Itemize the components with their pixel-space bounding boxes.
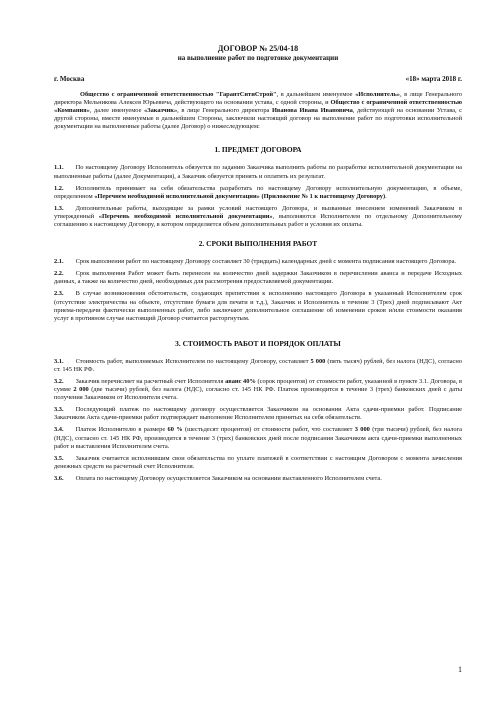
clause-1-1: 1.1. По настоящему Договору Исполнитель обязуется по заданию Заказчика выполнить работы по разработке исполнительной документации на выполненные работы (далее Документация), а Заказчик обязуется принять и оплатить их результат. — [54, 164, 462, 180]
clause-1-3: 1.3. Дополнительные работы, выходящие за рамки условий настоящего Договора, и вызванные внесением изменений Заказчиком в утвержденный «Перечень необходимой исполнительной документации», выполняются Исполнителем по отдельному Дополнительному соглашению к настоящему Договору, в котором определяется объем дополнительных работ и условия их оплаты. — [54, 204, 463, 229]
clause-3-6: 3.6. Оплата по настоящему Договору осуществляется Заказчиком на основании выставленного Исполнителем счета. — [54, 474, 382, 482]
clause-1-2: 1.2. Исполнитель принимает на себя обязательства разработать по настоящему Договору исполнительную документацию, в объеме, определенном «Перечнем необходимой исполнительной документации» (Приложение № 1 к настоящему Договору). — [54, 184, 462, 200]
clause-3-5: 3.5. Заказчик считается исполнившим свои обязательства по уплате платежей в соответствии с настоящим Договором с момента зачисления денежных средств на расчетный счет Исполнителя. — [54, 454, 462, 470]
contract-date: «18» марта 2018 г. — [405, 75, 462, 83]
section-heading-1: 1. ПРЕДМЕТ ДОГОВОРА — [214, 145, 302, 155]
section-heading-3: 3. СТОИМОСТЬ РАБОТ И ПОРЯДОК ОПЛАТЫ — [175, 338, 341, 348]
clause-3-2: 3.2. Заказчик перечисляет на расчетный счет Исполнителя аванс 40% (сорок процентов) от стоимости работ, указанной в пункте 3.1. Договора, в сумме 2 000 (две тысячи) рублей, без налога (НДС), согласно ст. 145 НК РФ. Платеж производится в течение 3 (трех) банковских дней с даты получения Заказчиком от Исполнителя счета. — [54, 377, 462, 402]
clause-3-1: 3.1. Стоимость работ, выполняемых Исполнителем по настоящему Договору, составляет 5 000 (пять тысяч) рублей, без налога (НДС), согласно ст. 145 НК РФ. — [54, 357, 462, 373]
intro-paragraph: Общество с ограниченной ответственностью "ГарантСитиСтрой", в дальнейшем именуемое «Исполнитель», в лице Генерального директора Мельникова Алексея Юрьевича, действующего на основании устава, с одной стороны, и Общество с ограниченной ответственностью «Компания», далее именуемое «Заказчик», в лице Генерального директора Иванова Ивана Ивановича, действующей на основании Устава, с другой стороны, вместе именуемые в дальнейшем Стороны, заключили настоящий договор на выполнение работ по подготовки исполнительной документации на выполненные работы (далее Договор) о нижеследующем: — [54, 91, 462, 131]
city: г. Москва — [54, 75, 85, 83]
page-number: 1 — [458, 665, 462, 674]
clause-2-3: 2.3. В случае возникновения обстоятельств, создающих препятствия к исполнению настоящего Договора в указанный Исполнителем срок (отсутствие электричества на объекте, отсутствие бумаги для печати и т.д.), Заказчик и Исполнитель в течение 3 (Трех) дней подписывают Акт приема-передачи фактически выполненных работ, либо заключают дополнительное соглашение об изменении сроков и/или стоимости оказания услуг в противном случае настоящий Договор считается расторгнутым. — [54, 290, 462, 322]
contract-subtitle: на выполнение работ по подготовке документации — [177, 54, 339, 62]
clause-3-4: 3.4. Платеж Исполнителю в размере 60 % (шестьдесят процентов) от стоимости работ, что составляет 3 000 (три тысячи) рублей, без налога (НДС), согласно ст. 145 НК РФ, производится в течение 3 (трех) банковских дней после подписания Заказчиком акта сдачи-приемки выполненных работ и выставления Исполнителем счета. — [54, 426, 462, 450]
contract-title: ДОГОВОР № 25/04-18 — [217, 44, 299, 53]
clause-2-2: 2.2. Срок выполнения Работ может быть перенесен на количество дней задержки Заказчиком в перечислении аванса и передаче Исходных данных, а также на количество дней, необходимых для рассмотрения предоставляемой документации. — [54, 270, 462, 286]
clause-3-3: 3.3. Последующий платеж по настоящему договору осуществляется Заказчиком на основании Акта сдачи-приемки работ. Подписание Заказчиком Акта сдачи-приемки работ подтверждает выполнение Исполнителем принятых на себя обязательств. — [54, 406, 462, 422]
clause-2-1: 2.1. Срок выполнения работ по настоящему Договору составляет 30 (тридцать) календарных дней с момента подписания настоящего Договора. — [54, 258, 457, 266]
city-date-row — [54, 75, 462, 83]
section-heading-2: 2. СРОКИ ВЫПОЛНЕНИЯ РАБОТ — [198, 239, 318, 249]
